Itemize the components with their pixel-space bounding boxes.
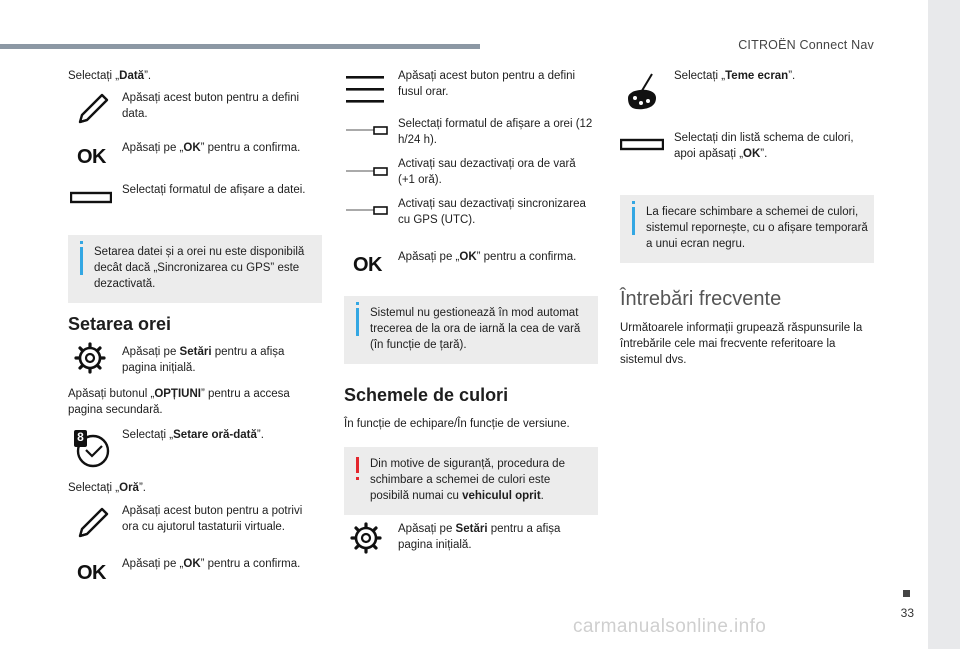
toggle-icon <box>346 167 388 177</box>
define-date-step: Apăsați acest buton pentru a defini data. <box>122 92 300 120</box>
info-note: La fiecare schimbare a schemei de culori, sistemul repornește, cu o afișare temporară a unui ecran negru. <box>620 195 874 263</box>
timezone-step: Apăsați acest buton pentru a defini fusul orar. <box>398 70 576 98</box>
confirm-time-step: Apăsați pe „OK” pentru a confirma. <box>122 558 301 570</box>
page-edge-strip <box>928 0 960 649</box>
info-note: Sistemul nu gestionează în mod automat trecerea de la ora de iarnă la cea de vară (în funcție de țară). <box>344 296 598 364</box>
header-rule <box>0 44 480 49</box>
warning-icon <box>356 457 359 473</box>
time-format-step: Selectați formatul de afișare a orei (12 h/24 h). <box>398 118 593 146</box>
ok-icon: OK <box>77 146 106 168</box>
info-icon <box>80 247 83 275</box>
screen-themes-step: Selectați „Teme ecran”. <box>674 70 796 82</box>
palette-icon <box>622 72 660 112</box>
page-header-title: CITROËN Connect Nav <box>738 38 874 52</box>
warning-note: Din motive de siguranță, procedura de schimbare a schemei de culori este posibilă numai cu vehiculul oprit. <box>344 447 598 515</box>
gear-icon <box>74 342 106 374</box>
faq-title: Întrebări frecvente <box>620 288 782 310</box>
set-time-date-step: Selectați „Setare oră-dată”. <box>122 429 264 441</box>
set-time-keyboard-step: Apăsați acest buton pentru a potrivi ora cu ajutorul tastaturii virtuale. <box>122 505 303 533</box>
info-icon <box>632 207 635 235</box>
options-step: Apăsați butonul „OPȚIUNI” pentru a accesa pagina secundară. <box>68 388 290 416</box>
section-title-time: Setarea orei <box>68 314 172 334</box>
list-selector-icon <box>620 138 664 152</box>
pencil-icon <box>76 506 110 540</box>
settings-step-2: Apăsați pe Setări pentru a afișa pagina inițială. <box>398 523 561 551</box>
date-format-step: Selectați formatul de afișare a datei. <box>122 184 306 196</box>
menu-icon <box>346 76 386 104</box>
format-selector-icon <box>346 126 388 136</box>
ok-icon: OK <box>353 254 382 276</box>
gear-icon <box>350 522 382 554</box>
info-note: Setarea datei și a orei nu este disponibilă decât dacă „Sincronizarea cu GPS” este dezactivată. <box>68 235 322 303</box>
clock-badge: 8 <box>77 430 84 444</box>
equipment-note: În funcție de echipare/În funcție de versiune. <box>344 418 570 430</box>
info-icon <box>356 308 359 336</box>
pencil-icon <box>76 92 110 126</box>
gps-sync-step: Activați sau dezactivați sincronizarea cu GPS (UTC). <box>398 198 586 226</box>
list-selector-icon <box>70 191 112 205</box>
page-marker <box>903 590 910 597</box>
settings-step: Apăsați pe Setări pentru a afișa pagina inițială. <box>122 346 285 374</box>
select-time-step: Selectați „Oră”. <box>68 482 146 494</box>
scheme-list-step: Selectați din listă schema de culori, apoi apăsați „OK”. <box>674 132 854 160</box>
summer-time-step: Activați sau dezactivați ora de vară (+1 oră). <box>398 158 576 186</box>
confirm-date-step: Apăsați pe „OK” pentru a confirma. <box>122 142 301 154</box>
watermark: carmanualsonline.info <box>573 616 767 637</box>
faq-intro: Următoarele informații grupează răspunsurile la întrebările cele mai frecvente referitoare la sistemul dvs. <box>620 322 863 366</box>
select-date-step: Selectați „Dată”. <box>68 70 152 82</box>
page-number: 33 <box>900 606 914 620</box>
confirm-timezone-step: Apăsați pe „OK” pentru a confirma. <box>398 251 577 263</box>
section-title-color-schemes: Schemele de culori <box>344 385 509 405</box>
toggle-icon <box>346 206 388 216</box>
ok-icon: OK <box>77 562 106 584</box>
